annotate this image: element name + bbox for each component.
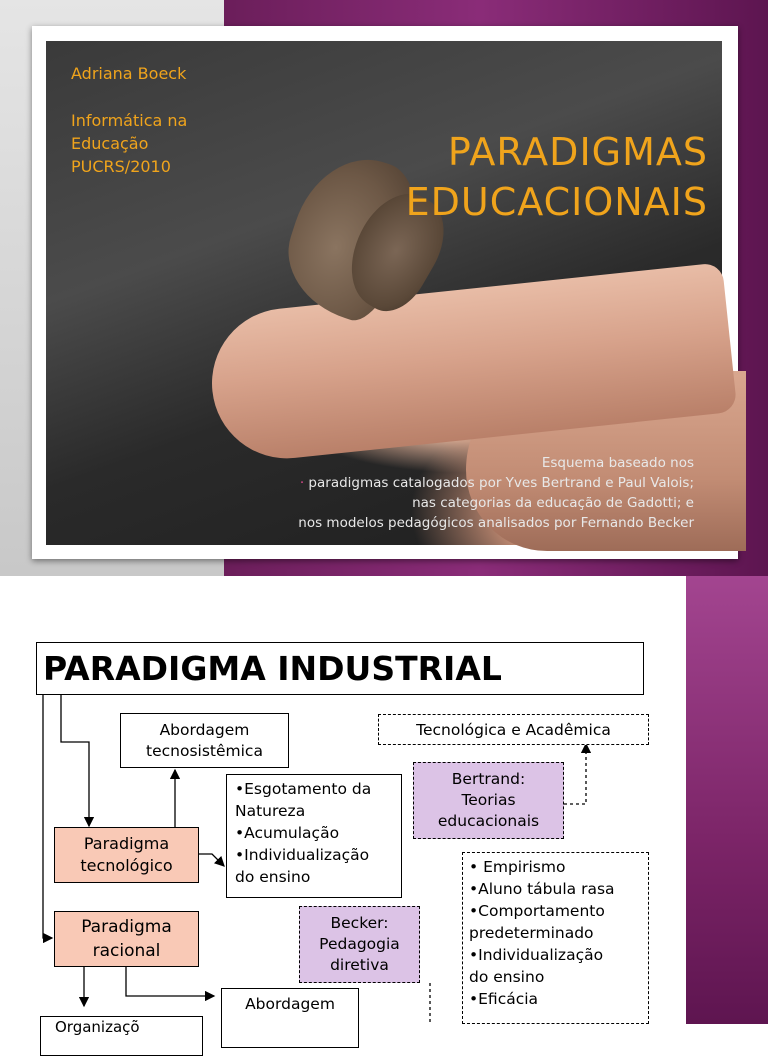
course-line-1: Informática na (71, 111, 188, 130)
arrow-racional-to-abordagem (126, 967, 214, 996)
arrow-title-to-tecnologico (61, 695, 89, 826)
credits-line-2: · paradigmas catalogados por Yves Bertrand e Paul Valois; (299, 475, 694, 491)
credits-line-3: nas categorias da educação de Gadotti; e (412, 495, 694, 511)
empirismo-box: • Empirismo •Aluno tábula rasa •Comportamento predeterminado •Individualização do ensino •Eficácia (462, 852, 649, 1024)
paradigma-racional-box: Paradigma racional (54, 911, 199, 967)
bullet-icon: · (299, 475, 305, 491)
slide-title-line-1: PARADIGMAS (447, 130, 708, 174)
becker-box: Becker: Pedagogia diretiva (299, 906, 420, 983)
slide-title (406, 127, 708, 227)
credits-line-4: nos modelos pedagógicos analisados por Fernando Becker (298, 515, 694, 531)
diagram-slide (0, 576, 768, 1036)
arrow-title-to-racional (43, 695, 52, 938)
slide-title-line-2: EDUCACIONAIS (405, 180, 708, 224)
abordagem-box-partial: Abordagem (221, 988, 359, 1048)
consequencias-box: •Esgotamento da Natureza •Acumulação •Individualização do ensino (226, 774, 402, 898)
paradigma-tecnologico-box: Paradigma tecnológico (54, 827, 199, 883)
diagram-title: PARADIGMA INDUSTRIAL (36, 642, 644, 695)
course-line-2: Educação (71, 134, 149, 153)
credits-line-1: Esquema baseado nos (541, 455, 694, 471)
tecnologica-academica-box: Tecnológica e Acadêmica (378, 714, 649, 745)
abordagem-tecnosistemica-box: Abordagem tecnosistêmica (120, 713, 289, 768)
organizacoes-box-partial: Organizaçõ (40, 1016, 203, 1056)
bertrand-box: Bertrand: Teorias educacionais (413, 762, 564, 839)
course-line-3: PUCRS/2010 (71, 157, 171, 176)
butterfly-photo (46, 41, 722, 545)
arrow-tecnologico-to-consequencias (199, 854, 224, 866)
author-name: Adriana Boeck (71, 64, 187, 83)
arrow-bertrand-to-tecnologica (564, 744, 586, 804)
credits-block (298, 453, 694, 533)
